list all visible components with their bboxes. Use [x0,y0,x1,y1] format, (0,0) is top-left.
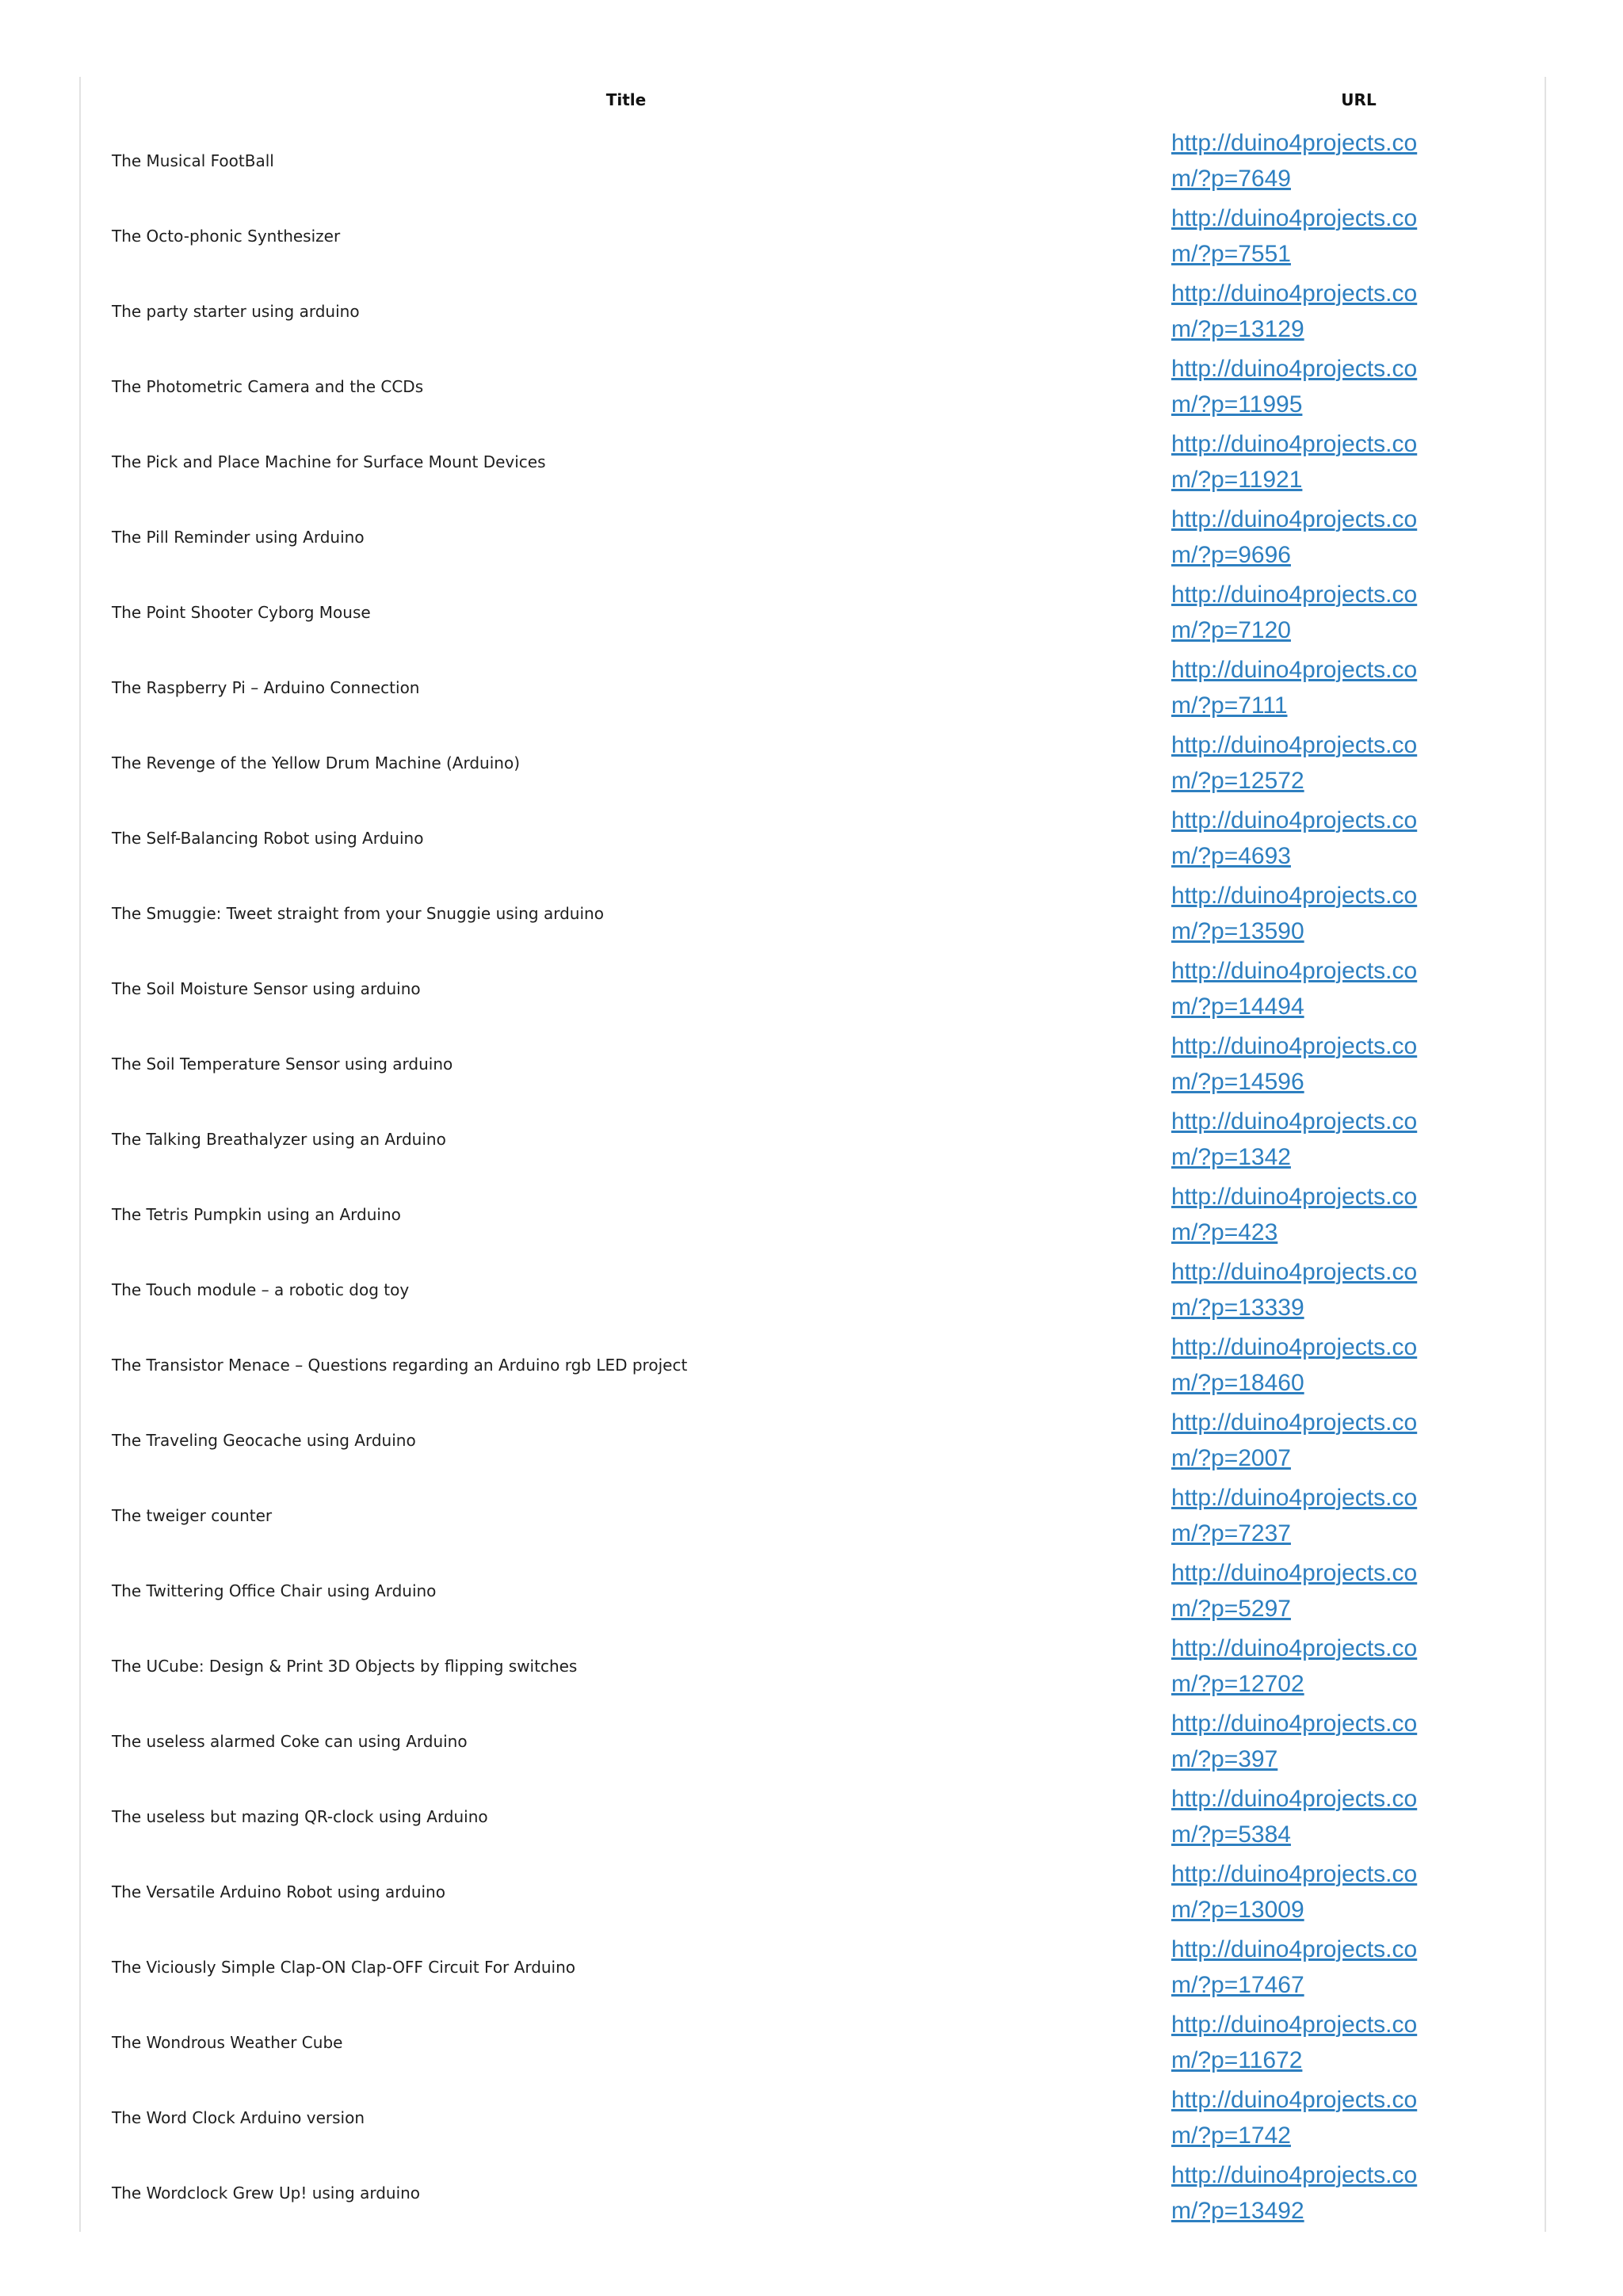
project-title: The Self-Balancing Robot using Arduino [112,828,424,848]
table-row [81,800,1546,875]
project-url-link[interactable]: http://duino4projects.com/?p=4693 [1171,807,1418,869]
table-row [81,574,1546,650]
project-url-link[interactable]: http://duino4projects.com/?p=7551 [1171,204,1418,267]
table-row [81,1779,1546,1854]
url-cell [1171,574,1546,650]
project-title: The Transistor Menace – Questions regarding an Arduino rgb LED project [112,1355,688,1375]
table-row [81,1478,1546,1553]
project-url-link[interactable]: http://duino4projects.com/?p=1342 [1171,1108,1418,1170]
project-url-link[interactable]: http://duino4projects.com/?p=13339 [1171,1258,1418,1321]
url-cell [1171,951,1546,1026]
project-title: The Musical FootBall [112,151,274,170]
url-cell [1171,650,1546,725]
table-row [81,2155,1546,2230]
url-cell [1171,1854,1546,1929]
table-row [81,2080,1546,2155]
project-url-link[interactable]: http://duino4projects.com/?p=18460 [1171,1333,1418,1396]
project-url-link[interactable]: http://duino4projects.com/?p=1742 [1171,2086,1418,2149]
project-title: The Pill Reminder using Arduino [112,527,365,547]
url-cell [1171,2155,1546,2230]
project-url-link[interactable]: http://duino4projects.com/?p=11995 [1171,355,1418,418]
title-column-header: Title [605,90,647,109]
project-url-link[interactable]: http://duino4projects.com/?p=13590 [1171,882,1418,944]
project-url-link[interactable]: http://duino4projects.com/?p=11921 [1171,430,1418,493]
project-title: The Pick and Place Machine for Surface Mount Devices [112,452,546,471]
url-cell [1171,725,1546,800]
table-row [81,349,1546,424]
table-row [81,1026,1546,1101]
project-title: The Talking Breathalyzer using an Arduino [112,1129,446,1149]
table-row [81,1628,1546,1703]
url-cell [1171,1779,1546,1854]
project-title: The Soil Temperature Sensor using arduino [112,1054,453,1074]
table-row [81,1703,1546,1779]
url-cell [1171,1177,1546,1252]
url-cell [1171,198,1546,273]
table-frame [79,77,1546,2232]
url-cell [1171,1478,1546,1553]
url-cell [1171,1703,1546,1779]
projects-table [81,77,1546,2230]
url-cell [1171,2080,1546,2155]
url-cell [1171,1252,1546,1327]
url-cell [1171,273,1546,349]
project-title: The Revenge of the Yellow Drum Machine (Arduino) [112,753,520,772]
project-title: The Raspberry Pi – Arduino Connection [112,677,420,697]
project-url-link[interactable]: http://duino4projects.com/?p=13129 [1171,280,1418,342]
table-row [81,951,1546,1026]
project-title: The Wordclock Grew Up! using arduino [112,2183,421,2203]
project-title: The Touch module – a robotic dog toy [112,1280,410,1299]
table-header-row [81,77,1546,123]
table-row [81,1402,1546,1478]
project-url-link[interactable]: http://duino4projects.com/?p=7649 [1171,129,1418,192]
table-row [81,273,1546,349]
table-row [81,1327,1546,1402]
url-cell [1171,875,1546,951]
project-url-link[interactable]: http://duino4projects.com/?p=2007 [1171,1409,1418,1471]
project-url-link[interactable]: http://duino4projects.com/?p=5384 [1171,1785,1418,1848]
table-row [81,198,1546,273]
table-row [81,1177,1546,1252]
table-row [81,2004,1546,2080]
table-row [81,499,1546,574]
project-title: The UCube: Design & Print 3D Objects by flipping switches [112,1656,578,1676]
project-title: The useless but mazing QR-clock using Arduino [112,1806,488,1826]
url-cell [1171,2004,1546,2080]
project-url-link[interactable]: http://duino4projects.com/?p=11672 [1171,2011,1418,2073]
project-url-link[interactable]: http://duino4projects.com/?p=12572 [1171,731,1418,794]
project-title: The Wondrous Weather Cube [112,2032,343,2052]
url-cell [1171,349,1546,424]
url-cell [1171,800,1546,875]
project-title: The Viciously Simple Clap-ON Clap-OFF Circuit For Arduino [112,1957,576,1977]
project-title: The party starter using arduino [112,301,360,321]
project-title: The Tetris Pumpkin using an Arduino [112,1204,401,1224]
project-url-link[interactable]: http://duino4projects.com/?p=9696 [1171,505,1418,568]
table-row [81,875,1546,951]
table-row [81,123,1546,198]
project-url-link[interactable]: http://duino4projects.com/?p=14494 [1171,957,1418,1020]
table-row [81,1101,1546,1177]
project-title: The Versatile Arduino Robot using arduino [112,1882,445,1901]
url-cell [1171,1026,1546,1101]
project-title: The Octo-phonic Synthesizer [112,226,341,246]
table-row [81,1252,1546,1327]
project-url-link[interactable]: http://duino4projects.com/?p=7111 [1171,656,1418,719]
project-url-link[interactable]: http://duino4projects.com/?p=397 [1171,1710,1418,1772]
url-cell [1171,123,1546,198]
project-url-link[interactable]: http://duino4projects.com/?p=5297 [1171,1559,1418,1622]
project-url-link[interactable]: http://duino4projects.com/?p=17467 [1171,1936,1418,1998]
project-url-link[interactable]: http://duino4projects.com/?p=7237 [1171,1484,1418,1547]
project-title: The Smuggie: Tweet straight from your Snuggie using arduino [112,903,604,923]
table-row [81,1929,1546,2004]
project-title: The useless alarmed Coke can using Arduino [112,1731,468,1751]
project-url-link[interactable]: http://duino4projects.com/?p=7120 [1171,581,1418,643]
project-url-link[interactable]: http://duino4projects.com/?p=13492 [1171,2161,1418,2224]
project-title: The tweiger counter [112,1505,273,1525]
project-title: The Point Shooter Cyborg Mouse [112,602,371,622]
url-cell [1171,1553,1546,1628]
url-cell [1171,499,1546,574]
table-row [81,1553,1546,1628]
url-cell [1171,1327,1546,1402]
project-title: The Traveling Geocache using Arduino [112,1430,416,1450]
url-cell [1171,424,1546,499]
project-title: The Word Clock Arduino version [112,2107,365,2127]
project-url-link[interactable]: http://duino4projects.com/?p=14596 [1171,1032,1418,1095]
table-row [81,1854,1546,1929]
project-url-link[interactable]: http://duino4projects.com/?p=13009 [1171,1860,1418,1923]
url-cell [1171,1402,1546,1478]
url-column-header: URL [1341,90,1377,109]
project-url-link[interactable]: http://duino4projects.com/?p=12702 [1171,1634,1418,1697]
table-body [81,123,1546,2230]
project-title: The Soil Moisture Sensor using arduino [112,978,421,998]
url-cell [1171,1101,1546,1177]
project-title: The Photometric Camera and the CCDs [112,376,424,396]
table-row [81,725,1546,800]
project-url-link[interactable]: http://duino4projects.com/?p=423 [1171,1183,1418,1245]
url-cell [1171,1628,1546,1703]
table-row [81,424,1546,499]
table-row [81,650,1546,725]
url-cell [1171,1929,1546,2004]
project-title: The Twittering Office Chair using Arduino [112,1581,437,1600]
